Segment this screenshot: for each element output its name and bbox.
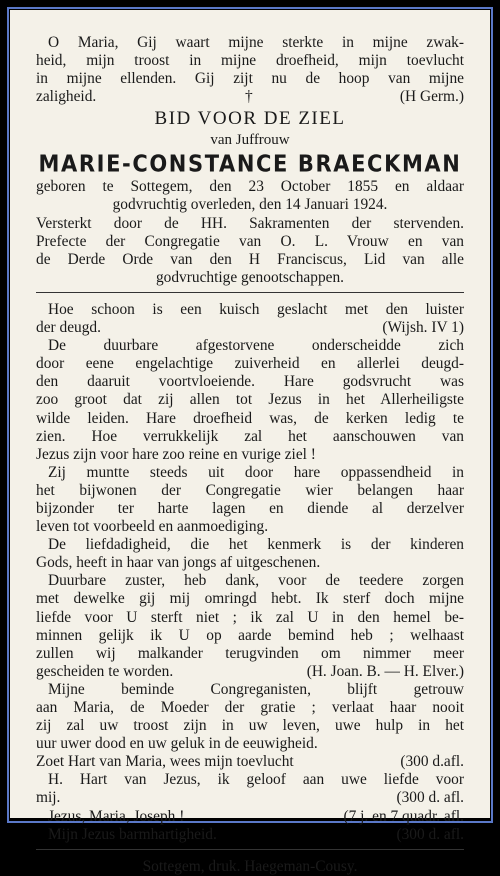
bio-line: geboren te Sottegem, den 23 October 1855 en aldaar	[36, 178, 464, 196]
paragraph-line: Gods, heeft in haar van jongs af uitgeschenen.	[36, 554, 321, 572]
deceased-name: MARIE-CONSTANCE BRAECKMAN	[38, 151, 462, 178]
paragraph-line: bijzonder ter harte lagen en diende al derzelver	[36, 499, 464, 517]
congregation-paragraph	[36, 464, 464, 536]
paragraph-line: met dewelke gij mij omringd hebt. Ik sterf doch mijne	[36, 590, 464, 608]
cross-icon: †	[245, 88, 253, 106]
prayer-text: Jezus, Maria, Joseph !	[48, 807, 185, 825]
intro-prayer	[36, 34, 464, 106]
farewell-citation: (H. Joan. B. — H. Elver.)	[306, 662, 464, 680]
paragraph-line: Mijne beminde Congreganisten, blijft getrouw	[48, 680, 464, 698]
paragraph-line: zoo groot dat zij allen tot Jezus in het Allerheiligste	[36, 391, 464, 409]
virtues-paragraph	[36, 337, 464, 464]
bio-line: Versterkt door de HH. Sakramenten der stervenden.	[36, 214, 464, 232]
indulgence: (300 d. afl.	[396, 825, 464, 843]
paragraph-line: De liefdadigheid, die het kenmerk is der kinderen	[48, 536, 464, 554]
scripture-quote	[36, 301, 464, 337]
farewell-paragraph	[36, 572, 464, 681]
congreganists-paragraph	[36, 681, 464, 753]
prayer-line: H. Hart van Jezus, ik geloof aan uwe liefde voor	[48, 771, 464, 789]
paragraph-line: het bijwonen der Congregatie wier belangen haar	[36, 481, 464, 499]
paragraph-line: uur uwer dood en uw geluk in de eeuwigheid.	[36, 735, 318, 753]
paragraph-line: aan Maria, de Moeder der gratie ; verlaat haar nooit	[36, 699, 464, 716]
prayer-line	[36, 753, 464, 771]
quote-text: der deugd.	[36, 319, 101, 337]
prayer-line	[36, 826, 464, 844]
paragraph-line: den daaruit voortvloeiende. Hare godsvrucht was	[36, 373, 464, 391]
farewell-text: gescheiden te worden.	[36, 662, 174, 680]
prayer-text: Zoet Hart van Maria, wees mijn toevlucht	[36, 753, 294, 771]
paragraph-line: leven tot voorbeeld en aanmoediging.	[36, 518, 269, 536]
quote-last-line	[36, 319, 464, 337]
paragraph-line: De duurbare afgestorvene onderscheidde zich	[48, 337, 464, 355]
intro-line: heid, mijn troost in mijne droefheid, mijn toevlucht	[36, 52, 464, 70]
prayer-line	[36, 808, 464, 826]
divider	[36, 292, 464, 293]
memorial-card	[10, 10, 490, 875]
intro-line: O Maria, Gij waart mijne sterkte in mijne zwak-	[48, 34, 464, 51]
bio-line: de Derde Orde van den H Franciscus, Lid van alle	[36, 250, 464, 268]
indulgence: (300 d. afl.	[396, 789, 464, 807]
intro-last-line	[36, 88, 464, 106]
paragraph-line: Jezus zijn voor hare zoo reine en vurige ziel !	[36, 445, 316, 463]
paragraph-line: zij zal uw troost zijn in uw leven, uwe hulp in het	[36, 717, 464, 735]
indulgence: (300 d.afl.	[400, 753, 464, 771]
charity-paragraph	[36, 536, 464, 572]
indulgenced-prayers	[36, 753, 464, 843]
divider	[36, 849, 464, 850]
juffrouw-label: van Juffrouw	[210, 132, 290, 149]
quote-line: Hoe schoon is een kuisch geslacht met den luister	[48, 300, 464, 318]
paragraph-line: wilde leiden. Hare droefheid was, de kerken ledig te	[36, 409, 464, 427]
intro-last-text: zaligheid.	[36, 88, 97, 106]
bid-voor-de-ziel-heading: BID VOOR DE ZIEL	[154, 108, 346, 130]
paragraph-line: minnen gelijk ik U op aarde bemind heb ; welhaast	[36, 626, 464, 644]
intro-citation: (H Germ.)	[399, 88, 464, 106]
bio-line: godvruchtige genootschappen.	[155, 268, 345, 286]
paragraph-line: Duurbare zuster, heb dank, voor de teedere zorgen	[48, 572, 464, 590]
biography	[36, 178, 464, 287]
printer-credit: Sottegem, druk. Haegeman-Cousy.	[142, 857, 358, 875]
paragraph-line: door eene engelachtige zuiverheid en allerlei deugd-	[36, 355, 464, 373]
paragraph-line: zullen wij malkander terugvinden om nimmer meer	[36, 644, 464, 662]
indulgence: (7 j. en 7 quadr. afl.	[343, 807, 464, 825]
farewell-last-line	[36, 663, 464, 681]
paragraph-line: liefde voor U sterft niet ; ik zal U in den hemel be-	[36, 608, 464, 626]
prayer-line	[36, 789, 464, 807]
prayer-text: Mijn Jezus barmhartigheid.	[48, 825, 217, 843]
quote-citation: (Wijsh. IV 1)	[382, 319, 464, 337]
bio-line: godvruchtig overleden, den 14 Januari 1924.	[112, 196, 388, 214]
prayer-text: mij.	[36, 789, 61, 807]
bio-line: Prefecte der Congregatie van O. L. Vrouw en van	[36, 232, 464, 250]
paragraph-line: Zij muntte steeds uit door hare oppassendheid in	[48, 463, 464, 481]
intro-line: in mijne ellenden. Gij zijt nu de hoop van mijne	[36, 70, 464, 88]
paragraph-line: zien. Hoe verrukkelijk zal het aanschouwen van	[36, 427, 464, 445]
